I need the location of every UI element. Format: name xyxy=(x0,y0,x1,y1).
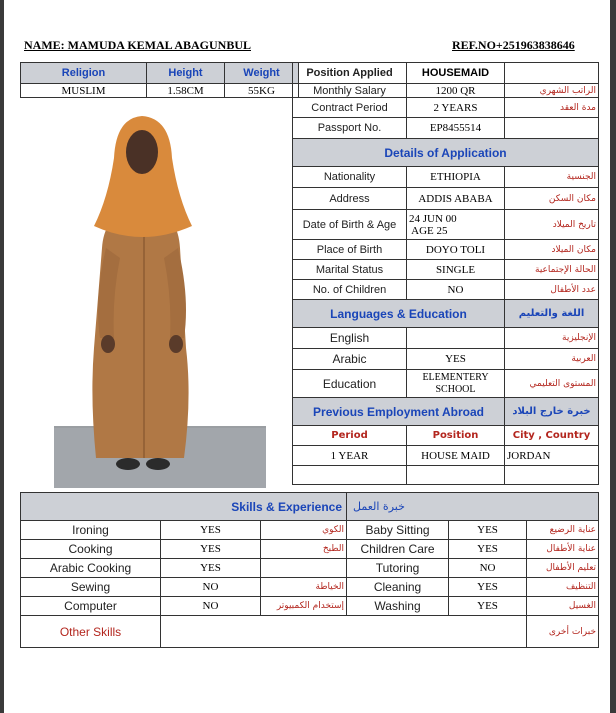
skill-name: Baby Sitting xyxy=(347,521,449,540)
skill-value: NO xyxy=(449,559,527,578)
skill-arabic xyxy=(261,559,347,578)
nationality-arabic: الجنسية xyxy=(505,167,599,188)
position-applied-value: HOUSEMAID xyxy=(407,63,505,84)
skill-arabic: الكوي xyxy=(261,521,347,540)
children-value: NO xyxy=(407,280,505,300)
skill-value: YES xyxy=(449,597,527,616)
dob-arabic: تاريخ الميلاد xyxy=(505,210,599,240)
employment-period-value: 1 YEAR xyxy=(293,446,407,466)
skill-value: YES xyxy=(161,559,261,578)
skill-arabic: عناية الرضيع xyxy=(527,521,599,540)
weight-header: Weight xyxy=(225,63,299,84)
position-applied-label: Position Applied xyxy=(293,63,407,84)
languages-section-arabic: اللغة والتعليم xyxy=(505,300,599,328)
reference-number: REF.NO+251963838646 xyxy=(452,38,575,52)
skill-value: NO xyxy=(161,578,261,597)
arabic-arabic: العربية xyxy=(505,349,599,370)
weight-value: 55KG xyxy=(225,84,299,98)
skill-name: Children Care xyxy=(347,540,449,559)
english-label: English xyxy=(293,328,407,349)
monthly-salary-label: Monthly Salary xyxy=(293,84,407,98)
languages-section-title: Languages & Education xyxy=(293,300,505,328)
employment-section-title: Previous Employment Abroad xyxy=(293,398,505,426)
skill-arabic: الطبخ xyxy=(261,540,347,559)
skill-name: Washing xyxy=(347,597,449,616)
passport-label: Passport No. xyxy=(293,118,407,139)
skill-value: YES xyxy=(161,521,261,540)
nationality-label: Nationality xyxy=(293,167,407,188)
skill-value: YES xyxy=(449,578,527,597)
passport-value: EP8455514 xyxy=(407,118,505,139)
skill-name: Cleaning xyxy=(347,578,449,597)
address-arabic: مكان السكن xyxy=(505,188,599,210)
employment-position-value: HOUSE MAID xyxy=(407,446,505,466)
monthly-salary-arabic: الراتب الشهري xyxy=(505,84,599,98)
skills-section-title: Skills & Experience xyxy=(21,493,347,521)
skill-arabic: تعليم الأطفال xyxy=(527,559,599,578)
skill-value: NO xyxy=(161,597,261,616)
skill-value: YES xyxy=(449,521,527,540)
marital-status-arabic: الحالة الإجتماعية xyxy=(505,260,599,280)
religion-header: Religion xyxy=(21,63,147,84)
nationality-value: ETHIOPIA xyxy=(407,167,505,188)
dob-label: Date of Birth & Age xyxy=(293,210,407,240)
english-arabic: الإنجليزية xyxy=(505,328,599,349)
marital-status-label: Marital Status xyxy=(293,260,407,280)
height-value: 1.58CM xyxy=(147,84,225,98)
other-skills-arabic: خبرات أخرى xyxy=(527,616,599,648)
cv-sheet xyxy=(4,0,610,713)
application-details-table xyxy=(292,62,599,485)
skill-arabic: التنظيف xyxy=(527,578,599,597)
employment-position-header: Position xyxy=(407,426,505,446)
monthly-salary-value: 1200 QR xyxy=(407,84,505,98)
skill-arabic: عناية الأطفال xyxy=(527,540,599,559)
contract-period-value: 2 YEARS xyxy=(407,98,505,118)
children-arabic: عدد الأطفال xyxy=(505,280,599,300)
skill-name: Ironing xyxy=(21,521,161,540)
personal-basics-table xyxy=(20,62,299,98)
dob-value: 24 JUN 00 AGE 25 xyxy=(407,210,505,240)
skill-name: Arabic Cooking xyxy=(21,559,161,578)
address-label: Address xyxy=(293,188,407,210)
contract-period-arabic: مدة العقد xyxy=(505,98,599,118)
candidate-name: NAME: MAMUDA KEMAL ABAGUNBUL xyxy=(24,38,251,52)
arabic-label: Arabic xyxy=(293,349,407,370)
skill-name: Computer xyxy=(21,597,161,616)
other-skills-label: Other Skills xyxy=(21,616,161,648)
candidate-photo xyxy=(24,98,296,491)
skills-section-arabic: خبرة العمل xyxy=(347,493,599,521)
skill-name: Sewing xyxy=(21,578,161,597)
skill-value: YES xyxy=(449,540,527,559)
skill-name: Cooking xyxy=(21,540,161,559)
skill-arabic: الخياطة xyxy=(261,578,347,597)
children-label: No. of Children xyxy=(293,280,407,300)
skills-table xyxy=(20,492,599,648)
height-header: Height xyxy=(147,63,225,84)
education-arabic: المستوى التعليمي xyxy=(505,370,599,398)
place-of-birth-label: Place of Birth xyxy=(293,240,407,260)
employment-period-header: Period xyxy=(293,426,407,446)
employment-country-value: JORDAN xyxy=(505,446,599,466)
skill-arabic: الغسيل xyxy=(527,597,599,616)
education-label: Education xyxy=(293,370,407,398)
arabic-value: YES xyxy=(407,349,505,370)
details-section-title: Details of Application xyxy=(293,139,599,167)
address-value: ADDIS ABABA xyxy=(407,188,505,210)
education-value: ELEMENTERY SCHOOL xyxy=(407,370,505,398)
skill-arabic: إستخدام الكمبيوتر xyxy=(261,597,347,616)
marital-status-value: SINGLE xyxy=(407,260,505,280)
religion-value: MUSLIM xyxy=(21,84,147,98)
english-value xyxy=(407,328,505,349)
place-of-birth-arabic: مكان الميلاد xyxy=(505,240,599,260)
skill-name: Tutoring xyxy=(347,559,449,578)
skill-value: YES xyxy=(161,540,261,559)
employment-section-arabic: خبرة خارج البلاد xyxy=(505,398,599,426)
employment-country-header: City , Country xyxy=(505,426,599,446)
contract-period-label: Contract Period xyxy=(293,98,407,118)
place-of-birth-value: DOYO TOLI xyxy=(407,240,505,260)
